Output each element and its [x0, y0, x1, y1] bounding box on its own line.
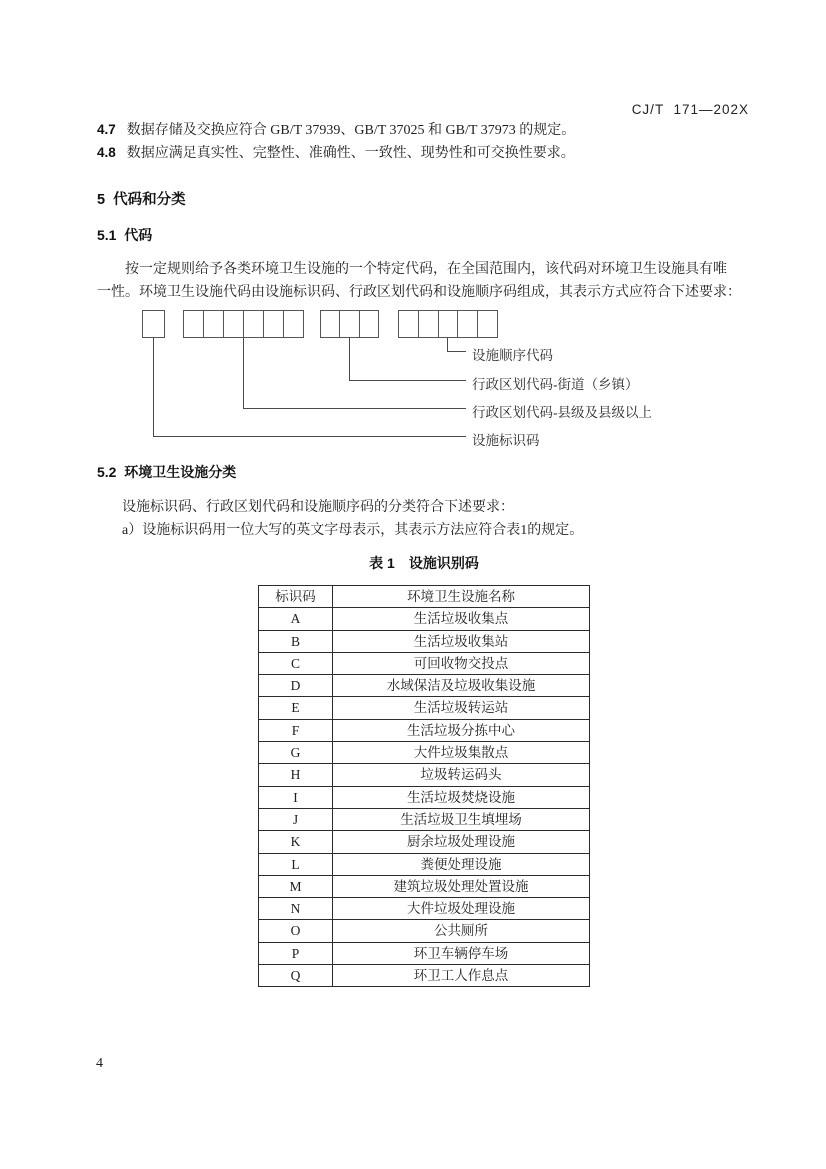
table-row — [259, 786, 590, 808]
facility-sequence-boxes — [398, 310, 498, 338]
table-body — [259, 608, 590, 987]
admin-division-county-boxes — [183, 310, 304, 338]
facility-name-cell: 水域保洁及垃圾收集设施 — [333, 675, 590, 697]
facility-name-cell: 厨余垃圾处理设施 — [333, 831, 590, 853]
clause-text: 数据应满足真实性、完整性、准确性、一致性、现势性和可交换性要求。 — [126, 146, 575, 161]
facility-name-cell: 环卫工人作息点 — [333, 965, 590, 987]
section-5-heading: 5 代码和分类 — [97, 192, 186, 208]
header-code-column: 标识码 — [259, 586, 333, 608]
code-digit-box — [458, 311, 478, 337]
identifier-code-cell: O — [259, 920, 333, 942]
table-row — [259, 853, 590, 875]
table-row — [259, 965, 590, 987]
identifier-code-cell: C — [259, 652, 333, 674]
diagram-label-identifier: 设施标识码 — [472, 433, 540, 448]
facility-name-cell: 生活垃圾收集点 — [333, 608, 590, 630]
identifier-code-cell: D — [259, 675, 333, 697]
identifier-code-cell: B — [259, 630, 333, 652]
code-digit-box — [224, 311, 244, 337]
code-digit-box — [399, 311, 419, 337]
code-digit-box — [284, 311, 303, 337]
facility-name-cell: 生活垃圾收集站 — [333, 630, 590, 652]
code-digit-box — [204, 311, 224, 337]
clause-text: 数据存储及交换应符合 GB/T 37939、GB/T 37025 和 GB/T 37973 的规定。 — [126, 123, 576, 138]
facility-name-cell: 大件垃圾处理设施 — [333, 898, 590, 920]
clause-4-8 — [97, 142, 757, 162]
code-digit-box — [439, 311, 459, 337]
facility-name-cell: 生活垃圾分拣中心 — [333, 719, 590, 741]
facility-name-cell: 生活垃圾卫生填埋场 — [333, 808, 590, 830]
header-name-column: 环境卫生设施名称 — [333, 586, 590, 608]
code-digit-box — [184, 311, 204, 337]
facility-name-cell: 建筑垃圾处理处置设施 — [333, 875, 590, 897]
identifier-code-cell: N — [259, 898, 333, 920]
identifier-code-cell: J — [259, 808, 333, 830]
admin-division-street-boxes — [320, 310, 379, 338]
identifier-code-cell: G — [259, 742, 333, 764]
table-row — [259, 764, 590, 786]
page-number: 4 — [96, 1056, 103, 1071]
table-row — [259, 875, 590, 897]
code-digit-box — [340, 311, 359, 337]
section-5-1-heading: 5.1 代码 — [97, 227, 153, 243]
clause-number: 4.7 — [97, 122, 116, 137]
identifier-code-cell: K — [259, 831, 333, 853]
facility-name-cell: 垃圾转运码头 — [333, 764, 590, 786]
table-row — [259, 719, 590, 741]
paragraph-5-2-line-1: 设施标识码、行政区划代码和设施顺序码的分类符合下述要求： — [122, 500, 514, 515]
diagram-label-county: 行政区划代码-县级及县级以上 — [472, 405, 652, 420]
section-5-2-heading: 5.2 环境卫生设施分类 — [97, 464, 237, 480]
facility-name-cell: 公共厕所 — [333, 920, 590, 942]
identifier-code-cell: L — [259, 853, 333, 875]
table-row — [259, 831, 590, 853]
table-row — [259, 697, 590, 719]
table-row — [259, 675, 590, 697]
table-row — [259, 920, 590, 942]
identifier-code-cell: P — [259, 942, 333, 964]
standard-number-header: CJ/T 171—202X — [631, 102, 749, 117]
identifier-code-cell: F — [259, 719, 333, 741]
facility-name-cell: 可回收物交投点 — [333, 652, 590, 674]
code-digit-box — [244, 311, 264, 337]
identifier-code-cell: Q — [259, 965, 333, 987]
code-digit-box — [419, 311, 439, 337]
code-digit-box — [143, 311, 164, 337]
connector-line — [153, 338, 466, 437]
code-digit-box — [321, 311, 340, 337]
facility-identifier-boxes — [142, 310, 165, 338]
clause-4-7 — [97, 119, 757, 139]
facility-name-cell: 生活垃圾焚烧设施 — [333, 786, 590, 808]
paragraph-5-1-line-1: 按一定规则给予各类环境卫生设施的一个特定代码，在全国范围内，该代码对环境卫生设施具有唯 — [125, 262, 727, 277]
identifier-code-cell: A — [259, 608, 333, 630]
table-row — [259, 898, 590, 920]
table-1-title: 表 1 设施识别码 — [369, 555, 479, 571]
table-row — [259, 630, 590, 652]
facility-identifier-table — [258, 585, 590, 987]
code-digit-box — [264, 311, 284, 337]
identifier-code-cell: H — [259, 764, 333, 786]
identifier-code-cell: E — [259, 697, 333, 719]
paragraph-5-2-line-2: a）设施标识码用一位大写的英文字母表示，其表示方法应符合表1的规定。 — [122, 523, 584, 538]
diagram-label-street: 行政区划代码-街道（乡镇） — [472, 377, 639, 392]
table-row — [259, 608, 590, 630]
code-digit-box — [478, 311, 497, 337]
facility-name-cell: 大件垃圾集散点 — [333, 742, 590, 764]
paragraph-5-1-line-2: 一性。环境卫生设施代码由设施标识码、行政区划代码和设施顺序码组成，其表示方式应符合下述要求： — [97, 285, 741, 300]
table-row — [259, 808, 590, 830]
facility-name-cell: 环卫车辆停车场 — [333, 942, 590, 964]
identifier-code-cell: M — [259, 875, 333, 897]
facility-name-cell: 粪便处理设施 — [333, 853, 590, 875]
clause-number: 4.8 — [97, 145, 116, 160]
code-digit-box — [360, 311, 378, 337]
code-structure-diagram — [0, 305, 826, 455]
table-row — [259, 652, 590, 674]
diagram-label-sequence: 设施顺序代码 — [472, 348, 553, 363]
table-row — [259, 942, 590, 964]
facility-name-cell: 生活垃圾转运站 — [333, 697, 590, 719]
table-row — [259, 742, 590, 764]
table-header-row — [259, 586, 590, 608]
identifier-code-cell: I — [259, 786, 333, 808]
